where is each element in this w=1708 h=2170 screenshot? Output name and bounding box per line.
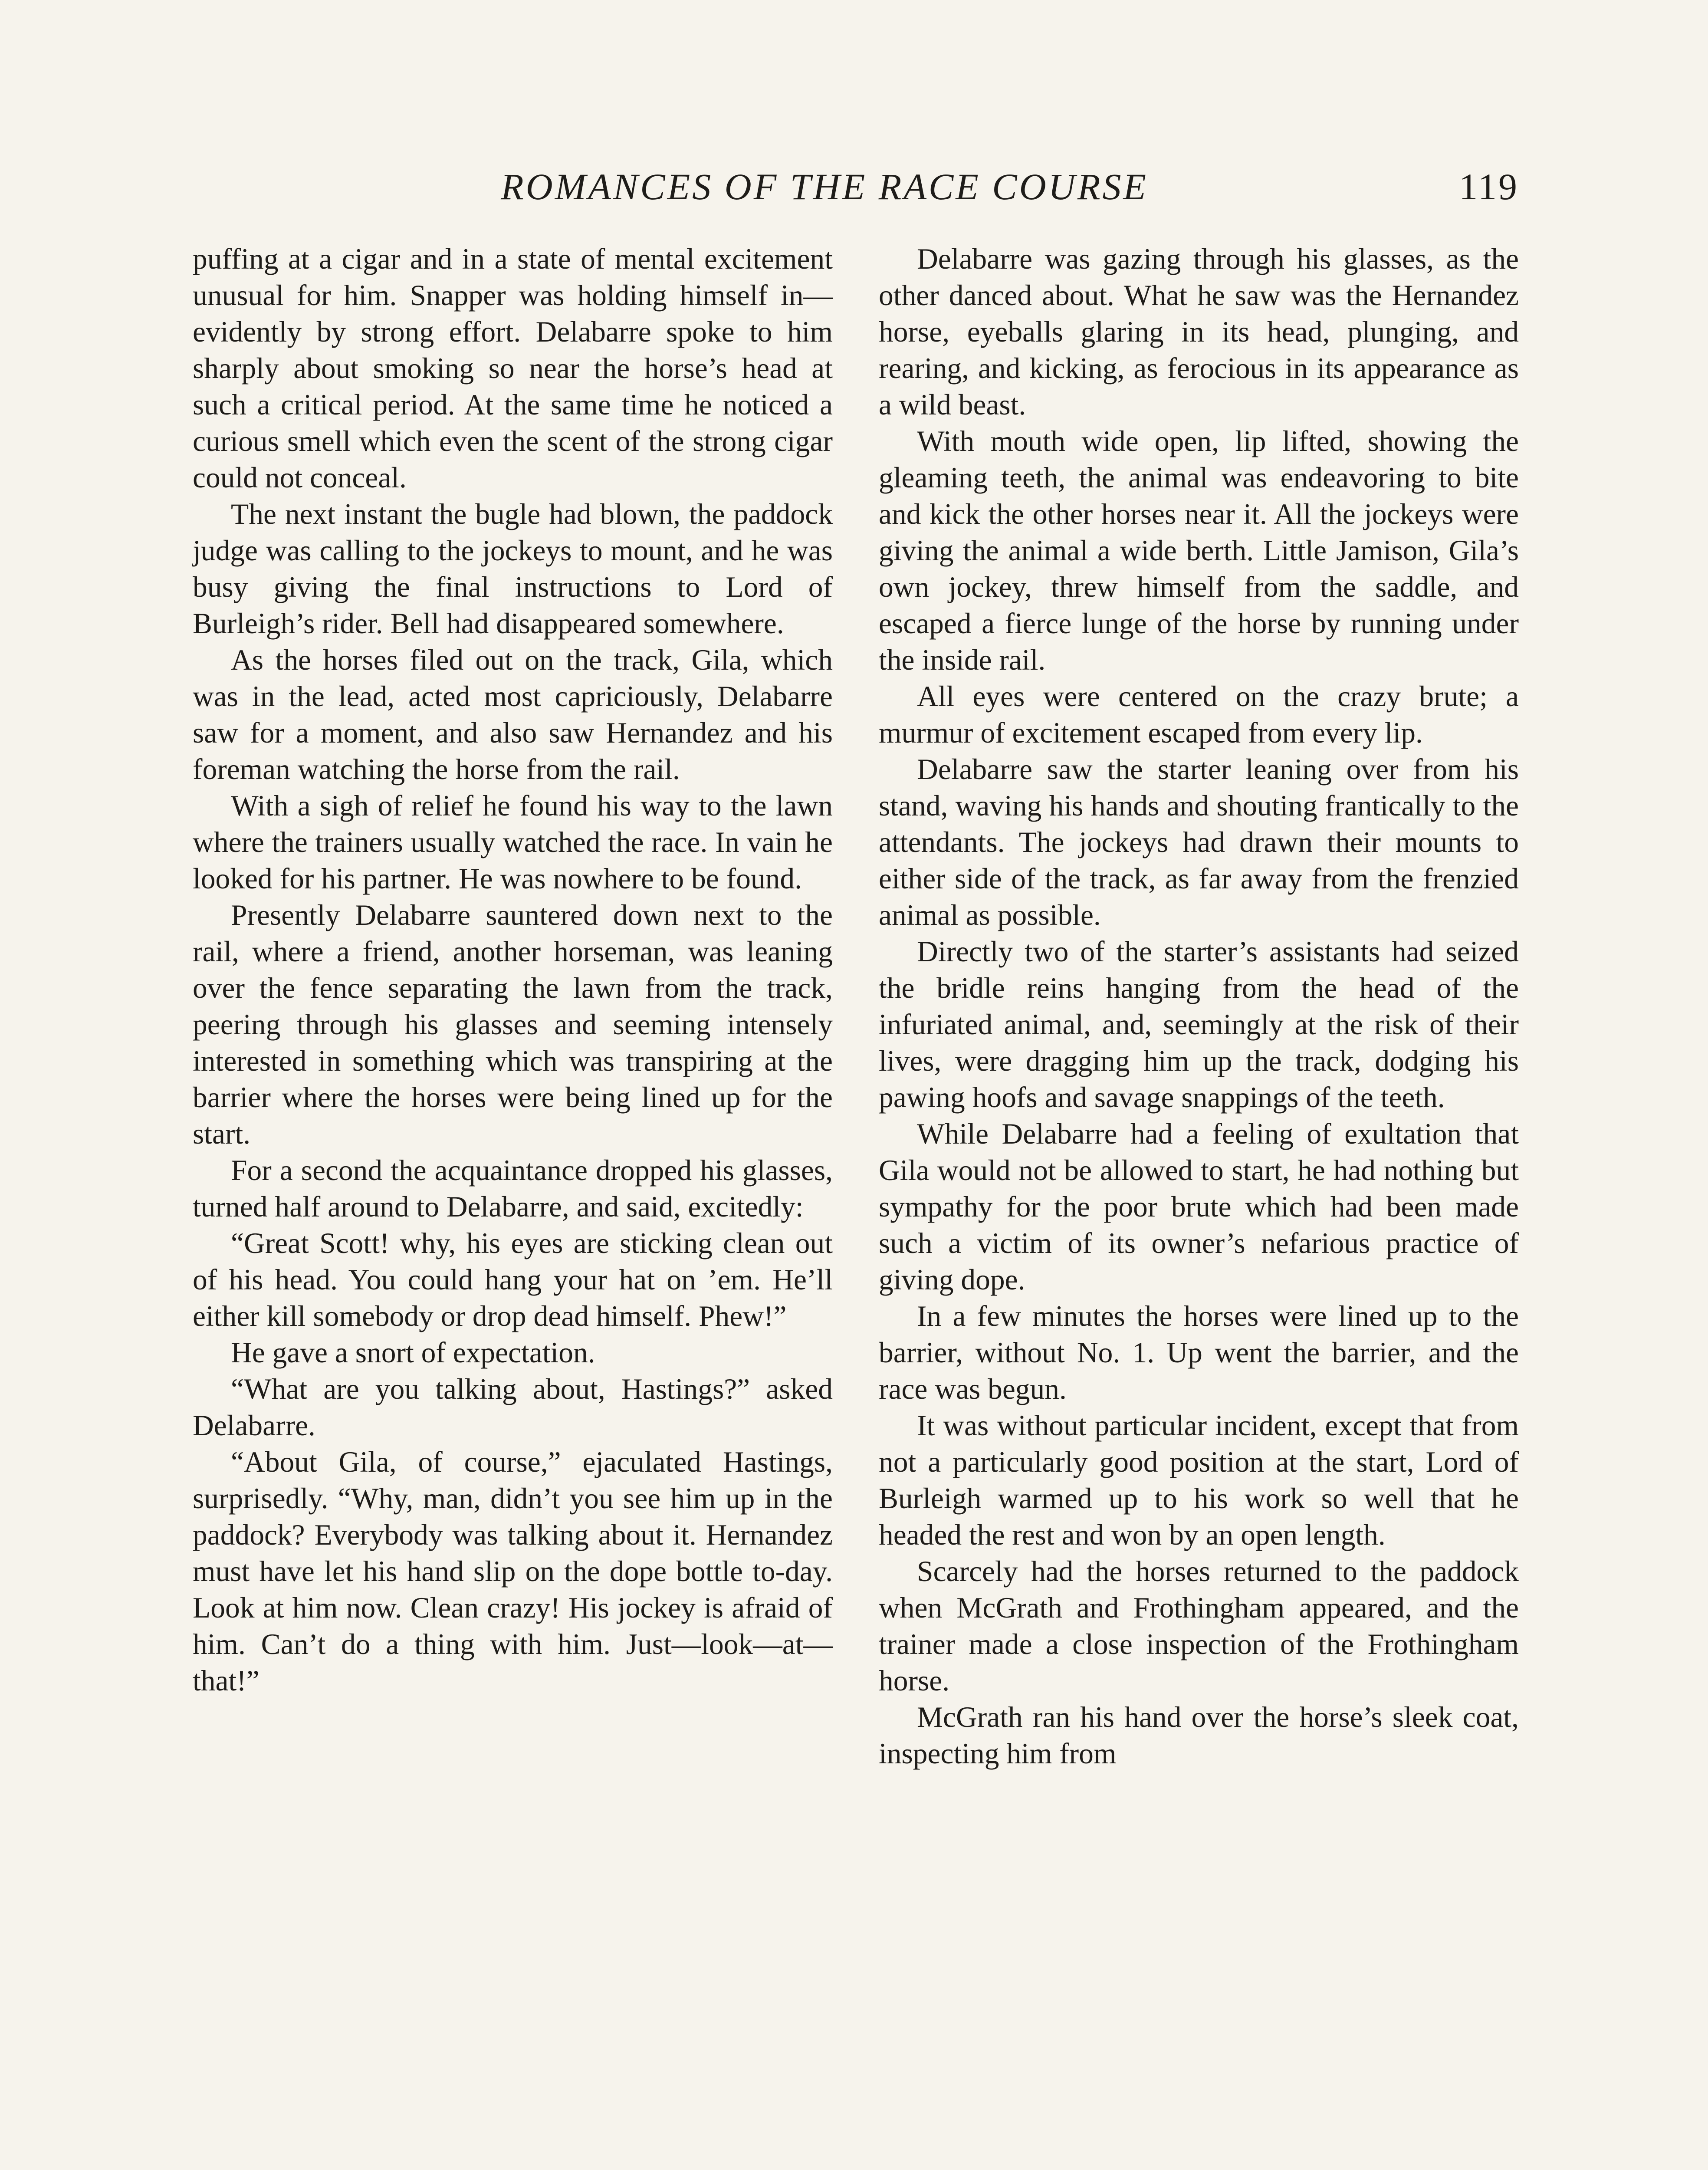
paragraph: He gave a snort of expectation. bbox=[231, 1336, 595, 1369]
left-column bbox=[193, 241, 833, 1699]
paragraph: “Great Scott! why, his eyes are sticking clean out of his head. You could hang your hat on ’em. He’ll either kill somebody or drop dead himself. Phew!” bbox=[193, 1227, 833, 1332]
paragraph: The next instant the bugle had blown, the paddock judge was calling to the jockeys to mount, and he was busy giving the final instructions to Lord of Burleigh’s rider. Bell had disappeared somewhere. bbox=[193, 498, 833, 640]
right-column bbox=[879, 241, 1519, 1772]
running-title: ROMANCES OF THE RACE COURSE bbox=[501, 166, 1148, 207]
paragraph: With mouth wide open, lip lifted, showing the gleaming teeth, the animal was endeavoring to bite and kick the other horses near it. All the jockeys were giving the animal a wide berth. Little Jamison, Gila’s own jockey, threw himself from the saddle, and escaped a fierce lunge of the horse by running under the inside rail. bbox=[879, 425, 1519, 676]
paragraph: While Delabarre had a feeling of exultation that Gila would not be allowed to start, he had nothing but sympathy for the poor brute which had been made such a victim of its owner’s nefarious practice of giving dope. bbox=[879, 1118, 1519, 1296]
paragraph: Directly two of the starter’s assistants had seized the bridle reins hanging from the head of the infuriated animal, and, seemingly at the risk of their lives, were dragging him up the track, dodging his pawing hoofs and savage snappings of the teeth. bbox=[879, 935, 1519, 1114]
paragraph: McGrath ran his hand over the horse’s sleek coat, inspecting him from bbox=[879, 1701, 1519, 1770]
paragraph: For a second the acquaintance dropped his glasses, turned half around to Delabarre, and said, excitedly: bbox=[193, 1154, 833, 1223]
paragraph: In a few minutes the horses were lined up to the barrier, without No. 1. Up went the barrier, and the race was begun. bbox=[879, 1300, 1519, 1405]
paragraph: Delabarre was gazing through his glasses, as the other danced about. What he saw was the Hernandez horse, eyeballs glaring in its head, plunging, and rearing, and kicking, as ferocious in its appearance as a wild beast. bbox=[879, 243, 1519, 421]
paragraph: With a sigh of relief he found his way to the lawn where the trainers usually watched the race. In vain he looked for his partner. He was nowhere to be found. bbox=[193, 789, 833, 895]
paragraph: Delabarre saw the starter leaning over from his stand, waving his hands and shouting frantically to the attendants. The jockeys had drawn their mounts to either side of the track, as far away from the frenzied animal as possible. bbox=[879, 753, 1519, 931]
paragraph: “What are you talking about, Hastings?” asked Delabarre. bbox=[193, 1373, 833, 1442]
paragraph: Presently Delabarre sauntered down next to the rail, where a friend, another horseman, was leaning over the fence separating the lawn from the track, peering through his glasses and seeming intensely interested in something which was transpiring at the barrier where the horses were being lined up for the start. bbox=[193, 899, 833, 1150]
paragraph: It was without particular incident, except that from not a particularly good position at the start, Lord of Burleigh warmed up to his work so well that he headed the rest and won by an open length. bbox=[879, 1409, 1519, 1551]
paragraph: “About Gila, of course,” ejaculated Hastings, surprisedly. “Why, man, didn’t you see him up in the paddock? Everybody was talking about it. Hernandez must have let his hand slip on the dope bottle to-day. Look at him now. Clean crazy! His jockey is afraid of him. Can’t do a thing with him. Just—look—at—that!” bbox=[193, 1446, 833, 1697]
paragraph: All eyes were centered on the crazy brute; a murmur of excitement escaped from every lip. bbox=[879, 680, 1519, 749]
running-head bbox=[191, 161, 1519, 213]
paragraph: As the horses filed out on the track, Gila, which was in the lead, acted most capriciously, Delabarre saw for a moment, and also saw Hernandez and his foreman watching the horse from the rail. bbox=[193, 644, 833, 786]
paragraph: Scarcely had the horses returned to the paddock when McGrath and Frothingham appeared, and the trainer made a close inspection of the Frothingham horse. bbox=[879, 1555, 1519, 1697]
page-number: 119 bbox=[1459, 166, 1519, 207]
paragraph: puffing at a cigar and in a state of mental excitement unusual for him. Snapper was holding himself in—evidently by strong effort. Delabarre spoke to him sharply about smoking so near the horse’s head at such a critical period. At the same time he noticed a curious smell which even the scent of the strong cigar could not conceal. bbox=[193, 243, 833, 494]
